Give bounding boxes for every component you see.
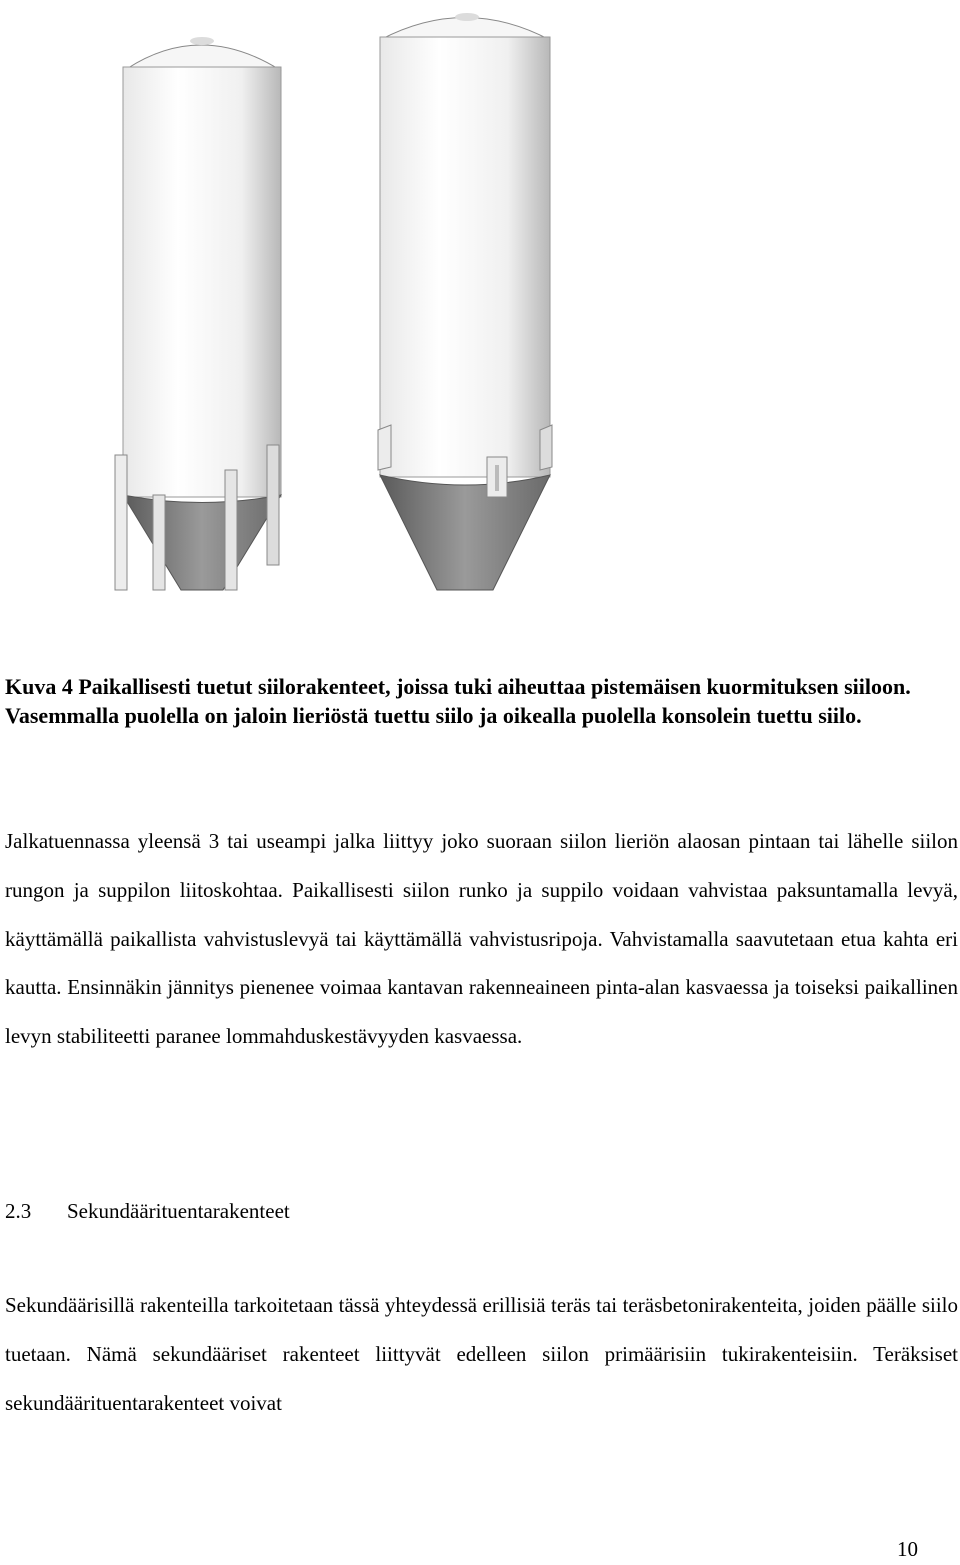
section-title: Sekundäärituentarakenteet xyxy=(67,1199,290,1223)
paragraph-leg-support: Jalkatuennassa yleensä 3 tai useampi jalka liittyy joko suoraan siilon lieriön alaosan pintaan tai lähelle siilon rungon ja suppilon liitoskohtaa. Paikallisesti siilon runko ja suppilo voidaan vahvistaa paksuntamalla levyä, käyttämällä paikallista vahvistuslevyä tai käyttämällä vahvistusripoja. Vahvistamalla saavutetaan etua kahta eri kautta. Ensinnäkin jännitys pienenee voimaa kantavan rakenneaineen pinta-alan kasvaessa ja toiseksi paikallinen levyn stabiliteetti paranee lommahduskestävyyden kasvaessa. xyxy=(5,829,958,1049)
left-silo xyxy=(115,37,281,590)
figure-caption: Kuva 4 Paikallisesti tuetut siilorakenteet, joissa tuki aiheuttaa pistemäisen kuormituksen siiloon. Vasemmalla puolella on jaloin lieriöstä tuettu siilo ja oikealla puolella konsolein tuettu siilo. xyxy=(5,674,911,728)
paragraph-secondary-structures: Sekundäärisillä rakenteilla tarkoitetaan tässä yhteydessä erillisiä teräs tai teräsbetonirakenteita, joiden päälle siilo tuetaan. Nämä sekundääriset rakenteet liittyvät edelleen siilon primäärisiin tukirakenteisiin. Teräksiset sekundäärituentarakenteet voivat xyxy=(5,1293,958,1415)
section-number: 2.3 xyxy=(5,1199,32,1223)
section-heading xyxy=(5,1196,290,1226)
silo-figure xyxy=(95,5,575,625)
right-silo xyxy=(378,13,552,590)
silo-illustration xyxy=(95,5,575,625)
page-number: 10 xyxy=(897,1537,918,1561)
